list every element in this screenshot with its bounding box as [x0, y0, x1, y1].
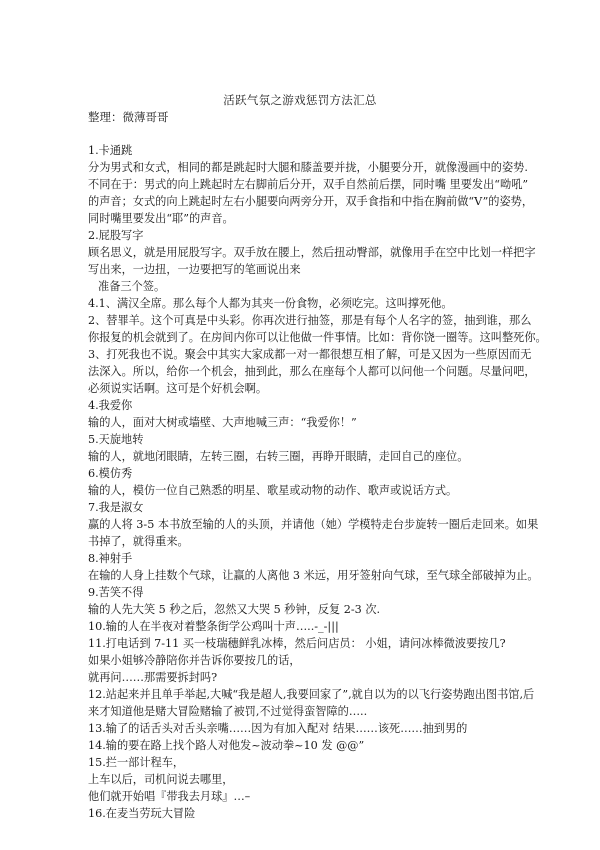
text-line: 顾名思义，就是用屁股写字。双手放在腰上，然后扭动臀部，就像用手在空中比划一样把字 [88, 246, 536, 259]
text-line: 输的人，就地闭眼睛，左转三圈，右转三圈，再睁开眼睛，走回自己的座位。 [88, 450, 469, 463]
text-line: 必须说实话啊。这可是个好机会啊。 [88, 382, 268, 395]
text-line: 写出来，一边扭，一边要把写的笔画说出来 [88, 263, 301, 276]
text-line: 不同在于：男式的向上跳起时左右脚前后分开，双手自然前后摆，同时嘴 里要发出“呦吼” [88, 178, 529, 191]
text-line: 输的人，面对大树或墙壁、大声地喊三声：“我爱你！” [88, 416, 357, 429]
text-line: 5.天旋地转 [88, 433, 144, 446]
text-line: 如果小姐够冷静陪你并告诉你要按几的话， [88, 654, 301, 667]
text-line: 2、替罪羊。这个可真是中头彩。你再次进行抽签，那是有每个人名字的签，抽到谁，那么 [88, 314, 532, 327]
text-line: 1.卡通跳 [88, 144, 133, 157]
text-line: 6.模仿秀 [88, 467, 133, 480]
text-line: 12.站起来并且单手举起,大喊“我是超人,我要回家了”,就自以为的以飞行姿势跑出图书馆,后 [88, 688, 535, 701]
text-line: 4.1、满汉全席。那么每个人都为其夹一份食物，必须吃完。这叫撑死他。 [88, 297, 453, 310]
author-line: 整理：微薄哥哥 [88, 110, 169, 124]
text-line: 他们就开始唱『带我去月球』…– [88, 790, 251, 803]
text-line: 你报复的机会就到了。在房间内你可以让他做一件事情。比如：背你饶一圈等。这叫整死你。 [88, 331, 547, 344]
text-line: 15.拦一部计程车， [88, 756, 185, 769]
text-line: 输的人先大笑 5 秒之后，忽然又大哭 5 秒钟，反复 2-3 次. [88, 603, 381, 616]
text-line: 就再问……那需要拆封吗? [88, 671, 218, 684]
text-line: 准备三个签。 [98, 280, 166, 293]
document-body [88, 142, 547, 822]
text-line: 16.在麦当劳玩大冒险 [88, 807, 196, 820]
text-line: 4.我爱你 [88, 399, 133, 412]
text-line: 书掉了，就得重来。 [88, 535, 189, 548]
text-line: 13.输了的话舌头对舌头亲嘴……因为有加入配对 结果……该死……抽到男的 [88, 722, 468, 735]
text-line: 同时嘴里要发出“耶”的声音。 [88, 212, 234, 225]
document-title: 活跃气氛之游戏惩罚方法汇总 [223, 93, 377, 107]
text-line: 3、打死我也不说。聚会中其实大家成都一对一都很想互相了解，可是又因为一些原因而无 [88, 348, 532, 361]
text-line: 输的人，模仿一位自己熟悉的明星、歌星或动物的动作、歌声或说话方式。 [88, 484, 458, 497]
text-line: 11.打电话到 7-11 买一枝瑞穗鲜乳冰棒，然后问店员： 小姐，请问冰棒微波要按几? [88, 637, 506, 650]
text-line: 10.输的人在半夜对着整条街学公鸡叫十声…..-_-||| [88, 620, 339, 633]
text-line: 赢的人将 3-5 本书放至输的人的头顶，并请他（她）学模特走台步旋转一圈后走回来。如果 [88, 518, 539, 531]
text-line: 在输的人身上挂数个气球，让赢的人离他 3 米远，用牙签射向气球，至气球全部破掉为止。 [88, 569, 539, 582]
text-line: 法深入。所以，给你一个机会，抽到此，那么在座每个人都可以问他一个问题。尽量问吧， [88, 365, 536, 378]
text-line: 2.屁股写字 [88, 229, 144, 242]
text-line: 来才知道他是赌大冒险赌输了被罚,不过觉得蛮智障的….. [88, 705, 368, 718]
text-line: 8.神射手 [88, 552, 133, 565]
text-line: 14.输的要在路上找个路人对他发~波动拳~10 发 @@” [88, 739, 365, 752]
text-line: 9.苦笑不得 [88, 586, 144, 599]
text-line: 7.我是淑女 [88, 501, 144, 514]
text-line: 的声音；女式的向上跳起时左右小腿要向两旁分开，双手食指和中指在胸前做“V”的姿势， [88, 195, 534, 208]
text-line: 上车以后，司机问说去哪里， [88, 773, 234, 786]
text-line: 分为男式和女式，相同的都是跳起时大腿和膝盖要并拢，小腿要分开，就像漫画中的姿势. [88, 161, 528, 174]
